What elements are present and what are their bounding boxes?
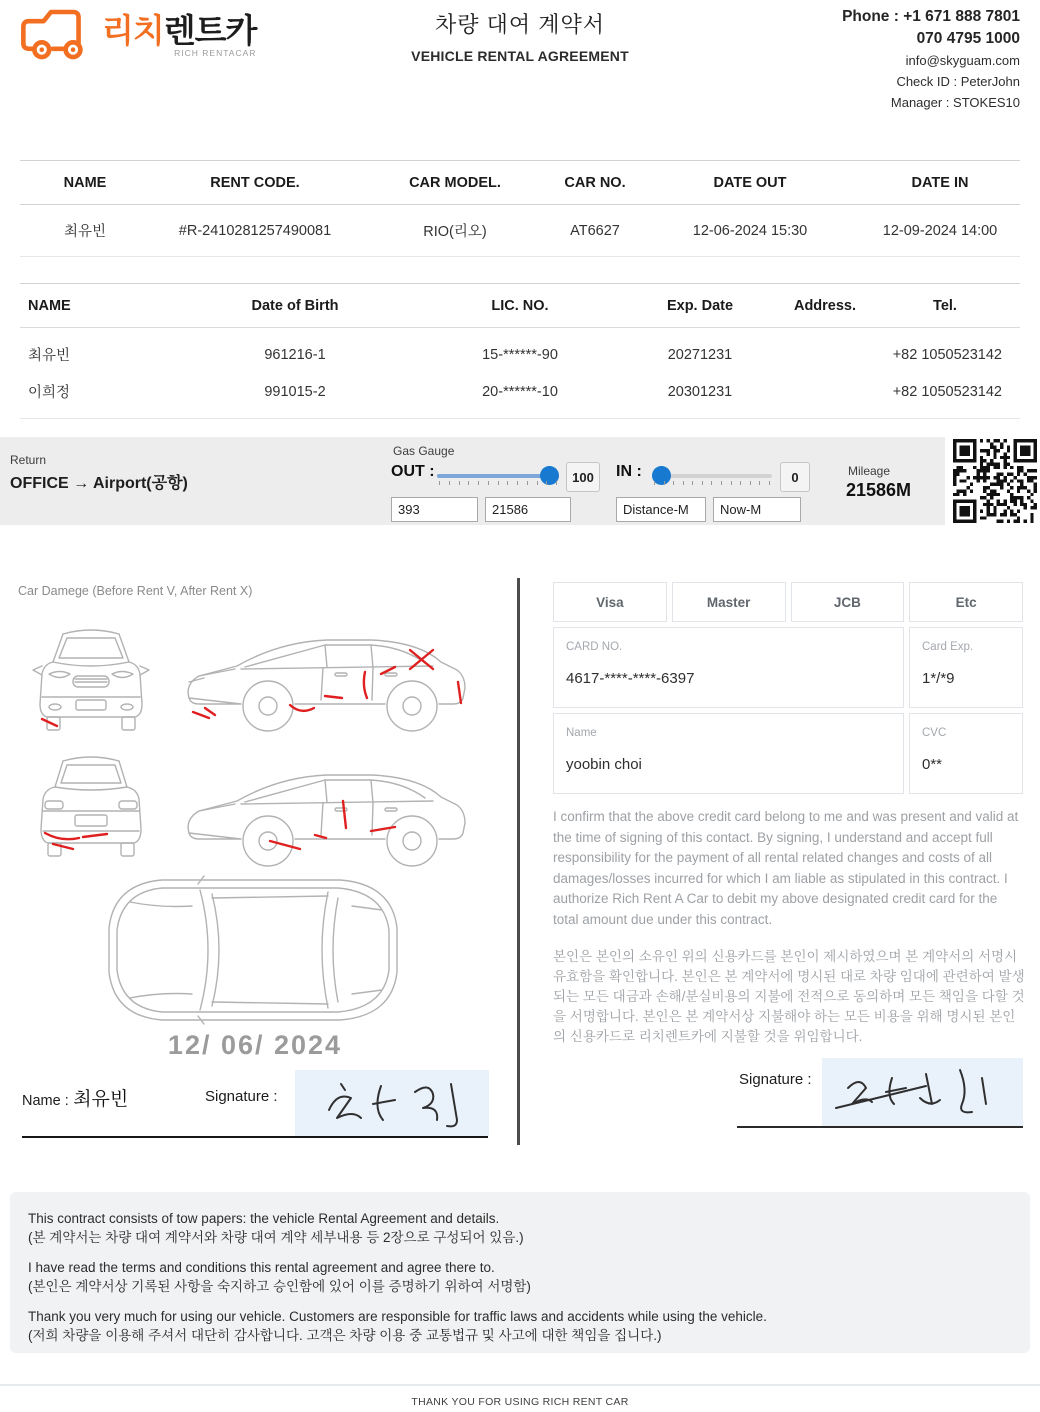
title-english: VEHICLE RENTAL AGREEMENT [411, 48, 629, 64]
driver-info-table [20, 283, 1020, 419]
col-date-in: DATE IN [911, 174, 969, 191]
signature-label-right: Signature : [739, 1071, 812, 1088]
tab-master[interactable]: Master [672, 582, 786, 622]
driver-row: 이희정 991015-2 20-******-10 20301231 +82 1050523142 [28, 383, 1002, 401]
rent-code: #R-2410281257490081 [178, 222, 332, 239]
card-no-value: 4617-****-****-6397 [566, 670, 695, 687]
in-gas-slider[interactable] [652, 467, 772, 487]
renter-name: 최유빈 [63, 224, 107, 240]
out-value-box[interactable]: 100 [566, 462, 600, 492]
card-exp-label: Card Exp. [922, 641, 974, 653]
col-rent-code: RENT CODE. [210, 174, 300, 191]
damage-check-date: 12/ 06/ 2024 [167, 1030, 343, 1060]
rental-table-header [20, 160, 1020, 205]
brand-kr-black: 렌트카 [163, 12, 257, 49]
car-logo-icon [16, 6, 108, 64]
document-title [320, 8, 720, 64]
term-3-en: Thank you very much for using our vehicle. Customers are responsible for traffic laws and accidents while using the vehicle. [28, 1309, 767, 1324]
phone-secondary: 070 4795 1000 [916, 30, 1020, 47]
date-in: 12-09-2024 14:00 [882, 222, 998, 239]
car-model: RIO(리오) [423, 224, 487, 240]
date-out: 12-06-2024 15:30 [692, 222, 808, 239]
check-id: Check ID : PeterJohn [896, 74, 1020, 89]
tab-jcb[interactable]: JCB [791, 582, 905, 622]
col-date-out: DATE OUT [713, 174, 787, 191]
signature-pad-card[interactable] [822, 1058, 1023, 1126]
card-confirmation-english: I confirm that the above credit card belong to me and was present and valid at the time of signing of this contact. By signing, I understand and accept full responsibility for the payment of all rental related changes and costs of all damages/losses incurred for which I am liable as stipulated in this contract. I authorize Rich Rent A Car to debit my above designated credit card for the total amount due under this contract. [553, 809, 1019, 927]
col-name: NAME [63, 174, 107, 191]
footer-divider [0, 1384, 1040, 1386]
car-side-view-left [175, 610, 475, 748]
driver-row: 최유빈 961216-1 15-******-90 20271231 +82 1050523142 [28, 346, 1002, 364]
term-1-kr: (본 계약서는 차량 대여 계약서와 차량 대여 계약 세부내용 등 2장으로 구성되어 있음.) [28, 1230, 524, 1245]
car-damage-label: Car Damege (Before Rent V, After Rent X) [18, 584, 253, 598]
col-car-no: CAR NO. [564, 174, 626, 191]
card-name-value: yoobin choi [566, 756, 642, 773]
driver-table-header: NAME Date of Birth LIC. NO. Exp. Date Address. Tel. [20, 283, 1020, 328]
name-value: 최유빈 [73, 1089, 129, 1110]
card-cvc-value: 0** [922, 756, 943, 773]
in-label: IN : [616, 463, 642, 480]
rental-info-table [20, 160, 1020, 257]
tab-etc[interactable]: Etc [909, 582, 1023, 622]
card-confirmation-korean: 본인은 본인의 소유인 위의 신용카드를 본인이 제시하였으며 본 계약서의 서명시 유효함을 확인합니다. 본인은 본 계약서에 명시된 대로 차량 임대에 관련하여 발생되는 모든 대금과 손해/분실비용의 지불에 전적으로 동의하며 모든 책임을 다할 것을 서명합니다. 본인은 본 계약서상 지불해야 하는 모든 비용을 위해 명시된 본인의 신용카드로 리치렌트카에 지불할 것을 위임합니다. [553, 949, 1025, 1044]
car-top-view [100, 862, 406, 1038]
brand-en: RICH RENTACAR [174, 48, 257, 58]
term-2-kr: (본인은 계약서상 기록된 사항을 숙지하고 승인함에 있어 이를 증명하기 위하여 서명함) [28, 1279, 531, 1294]
car-front-view [25, 618, 157, 746]
card-details [553, 627, 1023, 799]
card-name-cell[interactable] [553, 713, 904, 794]
out-gas-slider[interactable] [437, 467, 559, 487]
signature-label-left: Signature : [205, 1088, 278, 1105]
term-1-en: This contract consists of tow papers: the vehicle Rental Agreement and details. [28, 1211, 500, 1226]
out-mileage-input[interactable]: 21586 [485, 497, 571, 522]
in-now-input[interactable]: Now-M [713, 497, 801, 522]
col-car-model: CAR MODEL. [409, 174, 501, 191]
signature-rule-left [22, 1136, 488, 1138]
gauge-band [0, 437, 945, 525]
card-exp-cell[interactable] [909, 627, 1023, 708]
mileage-value: 21586M [846, 480, 912, 500]
in-value-box[interactable]: 0 [780, 462, 810, 492]
contact-block [842, 6, 1020, 113]
card-no-label: CARD NO. [566, 641, 623, 653]
qr-code [953, 439, 1037, 523]
phone-primary: Phone : +1 671 888 7801 [842, 8, 1020, 25]
card-exp-value: 1*/*9 [922, 670, 955, 687]
out-label: OUT : [391, 463, 435, 480]
car-rear-view [25, 745, 157, 873]
rental-table-row [20, 205, 1020, 257]
tab-visa[interactable]: Visa [553, 582, 667, 622]
signature-rule-right [737, 1126, 1023, 1128]
company-logo [16, 6, 256, 64]
signature-pad-renter[interactable] [295, 1070, 489, 1136]
email: info@skyguam.com [905, 53, 1020, 68]
gas-gauge-label: Gas Gauge [393, 444, 455, 458]
in-distance-input[interactable]: Distance-M [616, 497, 706, 522]
card-cvc-label: CVC [922, 727, 947, 739]
card-number-cell[interactable] [553, 627, 904, 708]
term-2-en: I have read the terms and conditions this rental agreement and agree there to. [28, 1260, 495, 1275]
name-label: Name : [22, 1093, 69, 1109]
card-cvc-cell[interactable] [909, 713, 1023, 794]
card-name-label: Name [566, 727, 597, 739]
brand-kr-orange: 리치 [102, 12, 164, 49]
card-brand-tabs [553, 582, 1023, 622]
term-3-kr: (저희 차량을 이용해 주셔서 대단히 감사합니다. 고객은 차량 이용 중 교통법규 및 사고에 대한 책임을 집니다.) [28, 1328, 662, 1343]
terms-box [10, 1192, 1030, 1353]
footer-text: THANK YOU FOR USING RICH RENT CAR [411, 1396, 629, 1408]
column-divider [517, 578, 520, 1145]
manager: Manager : STOKES10 [890, 95, 1020, 110]
return-label: Return [10, 453, 47, 467]
title-korean: 차량 대여 계약서 [435, 12, 605, 37]
out-distance-input[interactable]: 393 [391, 497, 478, 522]
return-route: OFFICE → Airport(공항) [10, 475, 188, 492]
mileage-label: Mileage [848, 464, 891, 478]
car-no: AT6627 [570, 222, 620, 239]
